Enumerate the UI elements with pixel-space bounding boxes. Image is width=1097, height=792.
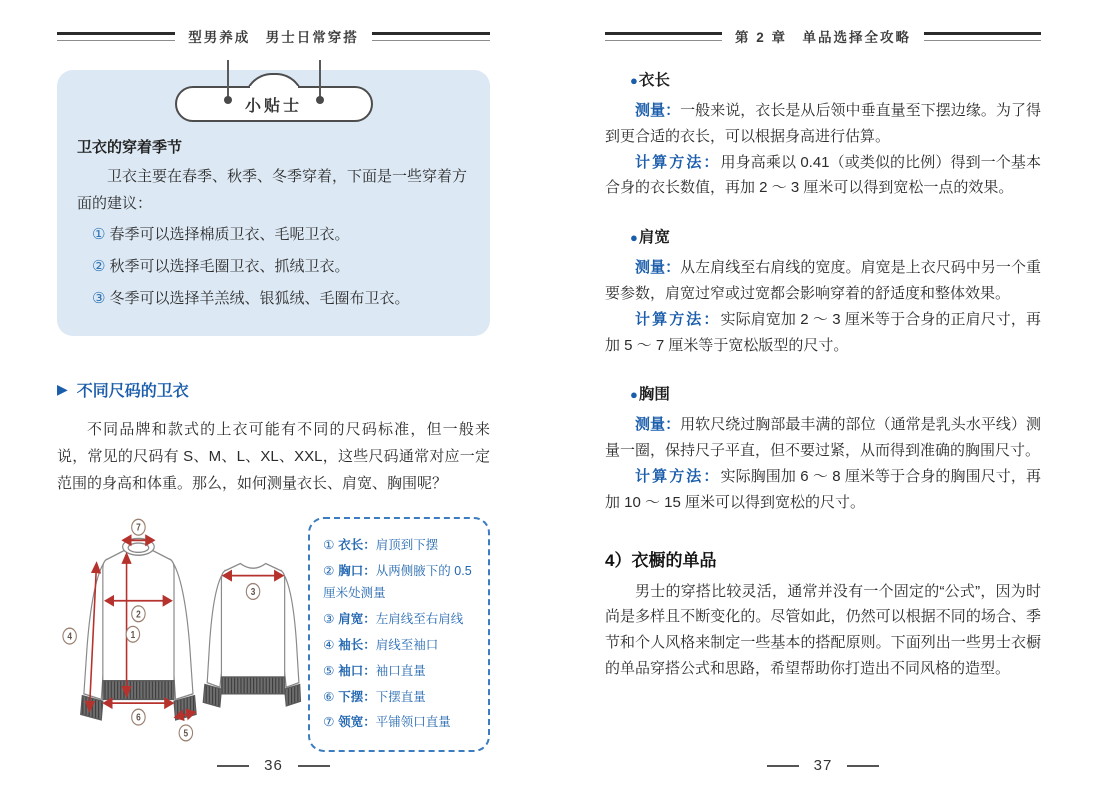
page-number-left <box>57 757 490 774</box>
legend-label: 肩宽： <box>338 611 376 626</box>
subsection-heading <box>605 68 1041 90</box>
legend-label: 袖长： <box>338 637 376 652</box>
page-number-right <box>605 757 1041 774</box>
calc-paragraph <box>605 307 1041 359</box>
svg-text:1: 1 <box>130 629 136 641</box>
section-title: 不同尺码的卫衣 <box>76 383 189 401</box>
svg-text:5: 5 <box>183 728 189 739</box>
bullet-icon: ● <box>630 230 638 246</box>
pin-icon <box>319 60 321 100</box>
page-number-text: 37 <box>813 757 833 774</box>
measure-text: 一般来说，衣长是从后领中垂直量至下摆边缘。为了得到更合适的衣长，可以根据身高进行估算。 <box>605 102 1041 145</box>
circled-number: ⑤ <box>323 663 335 678</box>
legend-item <box>323 609 475 631</box>
tip-box <box>57 70 490 336</box>
legend-item <box>323 561 475 605</box>
running-head-title: 型男养成 男士日常穿搭 <box>188 30 359 45</box>
legend-label: 胸口： <box>338 564 376 579</box>
legend-label: 领宽： <box>338 715 376 730</box>
legend-desc: 下摆直量 <box>375 689 426 704</box>
wardrobe-body: 男士的穿搭比较灵活，通常并没有一个固定的“公式”，因为时尚是多样且不断变化的。尽管如此，仍然可以根据不同的场合、季节和个人风格来制定一些基本的搭配原则。下面列出一些男士衣橱的单品穿搭公式和思路，希望帮助你打造出不同风格的造型。 <box>605 582 1041 677</box>
legend-desc: 平铺领口直量 <box>375 715 451 730</box>
section-heading <box>57 378 490 401</box>
calc-label: 计算方法： <box>635 153 721 171</box>
measure-text: 从左肩线至右肩线的宽度。肩宽是上衣尺码中另一个重要参数，肩宽过窄或过宽都会影响穿着的舒适度和整体效果。 <box>605 259 1041 302</box>
badge-eraser <box>250 86 298 90</box>
page-left <box>57 28 490 752</box>
calc-paragraph <box>605 464 1041 516</box>
page-number-text: 36 <box>264 757 283 774</box>
legend-item <box>323 712 475 734</box>
svg-text:6: 6 <box>136 712 141 724</box>
legend-item <box>323 661 475 683</box>
legend-item <box>323 635 475 657</box>
calc-text: 实际肩宽加 2 ～ 3 厘米等于合身的正肩尺寸，再加 5 ～ 7 厘米等于宽松版型的尺寸。 <box>605 310 1041 354</box>
circled-number: ② <box>92 257 106 275</box>
legend-item <box>323 687 475 709</box>
subsection-title: 衣长 <box>638 72 670 89</box>
bullet-icon: ● <box>630 73 638 88</box>
running-head-title: 第 2 章 单品选择全攻略 <box>735 30 912 45</box>
circled-number: ① <box>323 538 335 553</box>
measurement-figure <box>57 517 490 752</box>
rule-line <box>924 32 1041 41</box>
section-chest <box>605 382 1041 515</box>
circled-number: ③ <box>323 611 335 626</box>
measure-label: 测量： <box>635 416 681 434</box>
rule-line <box>372 32 490 41</box>
section-garment-length <box>605 68 1041 201</box>
legend-desc: 袖口直量 <box>375 663 426 678</box>
calc-paragraph <box>605 150 1041 202</box>
callout-1 <box>126 627 139 643</box>
legend-desc: 从两侧腋下的 0.5 厘米处测量 <box>323 564 472 601</box>
rule-line <box>605 32 722 41</box>
circled-number: ⑥ <box>323 689 335 704</box>
tip-item-text: 冬季可以选择羊羔绒、银狐绒、毛圈布卫衣。 <box>109 289 410 307</box>
calc-text: 用身高乘以 0.41（或类似的比例）得到一个基本合身的衣长数值，再加 2 ～ 3 厘米可以得到宽松一点的效果。 <box>605 153 1041 197</box>
tip-item-text: 秋季可以选择毛圈卫衣、抓绒卫衣。 <box>109 257 350 275</box>
tip-badge-label: 小贴士 <box>175 86 373 122</box>
running-head-left <box>57 28 490 44</box>
circled-number: ④ <box>323 637 335 652</box>
page-right <box>605 28 1041 682</box>
measure-label: 测量： <box>635 259 681 277</box>
subsection-title: 胸围 <box>638 386 670 404</box>
tip-list-item <box>92 253 468 281</box>
sweatshirt-diagram <box>57 517 302 745</box>
dash-rule <box>767 765 799 767</box>
tip-list-item <box>92 221 468 249</box>
legend-desc: 肩顶到下摆 <box>375 538 439 553</box>
circled-number: ③ <box>92 289 106 307</box>
section-shoulder-width <box>605 225 1041 358</box>
circled-number: ① <box>92 226 106 243</box>
callout-7 <box>132 520 145 536</box>
measure-paragraph <box>605 255 1041 307</box>
legend-label: 衣长： <box>338 538 376 553</box>
dash-rule <box>847 765 879 767</box>
tip-item-text: 春季可以选择棉质卫衣、毛呢卫衣。 <box>109 226 350 243</box>
callout-2 <box>132 606 145 622</box>
numbered-heading: 4）衣橱的单品 <box>605 550 717 570</box>
rule-line <box>57 32 175 41</box>
tip-title: 卫衣的穿着季节 <box>77 139 183 156</box>
running-head-right <box>605 28 1041 44</box>
circled-number: ⑦ <box>323 715 335 730</box>
tip-intro: 卫衣主要在春季、秋季、冬季穿着，下面是一些穿着方面的建议： <box>77 168 468 212</box>
measure-paragraph <box>605 412 1041 464</box>
svg-text:2: 2 <box>136 608 141 620</box>
dash-rule <box>298 765 330 767</box>
svg-text:4: 4 <box>67 631 72 643</box>
calc-label: 计算方法： <box>635 310 721 328</box>
tip-badge <box>175 86 373 122</box>
triangle-icon: ▶ <box>57 381 68 398</box>
svg-text:3: 3 <box>250 586 256 598</box>
measure-text: 用软尺绕过胸部最丰满的部位（通常是乳头水平线）测量一圈，保持尺子平直，但不要过紧，从而得到准确的胸围尺寸。 <box>605 416 1041 460</box>
section-body: 不同品牌和款式的上衣可能有不同的尺码标准，但一般来说，常见的尺码有 S、M、L、XL、XXL，这些尺码通常对应一定范围的身高和体重。那么，如何测量衣长、肩宽、胸围呢？ <box>57 421 490 492</box>
subsection-title: 肩宽 <box>638 229 670 247</box>
pin-icon <box>227 60 229 100</box>
legend-desc: 肩线至袖口 <box>375 637 439 652</box>
callout-5 <box>179 725 192 741</box>
measurement-legend-box <box>308 517 490 752</box>
svg-text:7: 7 <box>136 522 141 534</box>
measure-label: 测量： <box>635 102 681 119</box>
circled-number: ② <box>323 564 335 579</box>
callout-3 <box>246 584 259 600</box>
calc-label: 计算方法： <box>635 467 721 485</box>
dash-rule <box>217 765 249 767</box>
callout-6 <box>132 709 145 725</box>
legend-label: 袖口： <box>338 663 376 678</box>
measure-paragraph <box>605 98 1041 150</box>
tip-list-item <box>92 285 468 313</box>
calc-text: 实际胸围加 6 ～ 8 厘米等于合身的胸围尺寸，再加 10 ～ 15 厘米可以得到宽松的尺寸。 <box>605 467 1041 511</box>
subsection-heading <box>605 382 1041 404</box>
bullet-icon: ● <box>630 387 638 403</box>
legend-desc: 左肩线至右肩线 <box>375 611 464 626</box>
legend-item <box>323 535 475 557</box>
legend-label: 下摆： <box>338 689 376 704</box>
subsection-heading <box>605 225 1041 247</box>
callout-4 <box>63 629 76 645</box>
